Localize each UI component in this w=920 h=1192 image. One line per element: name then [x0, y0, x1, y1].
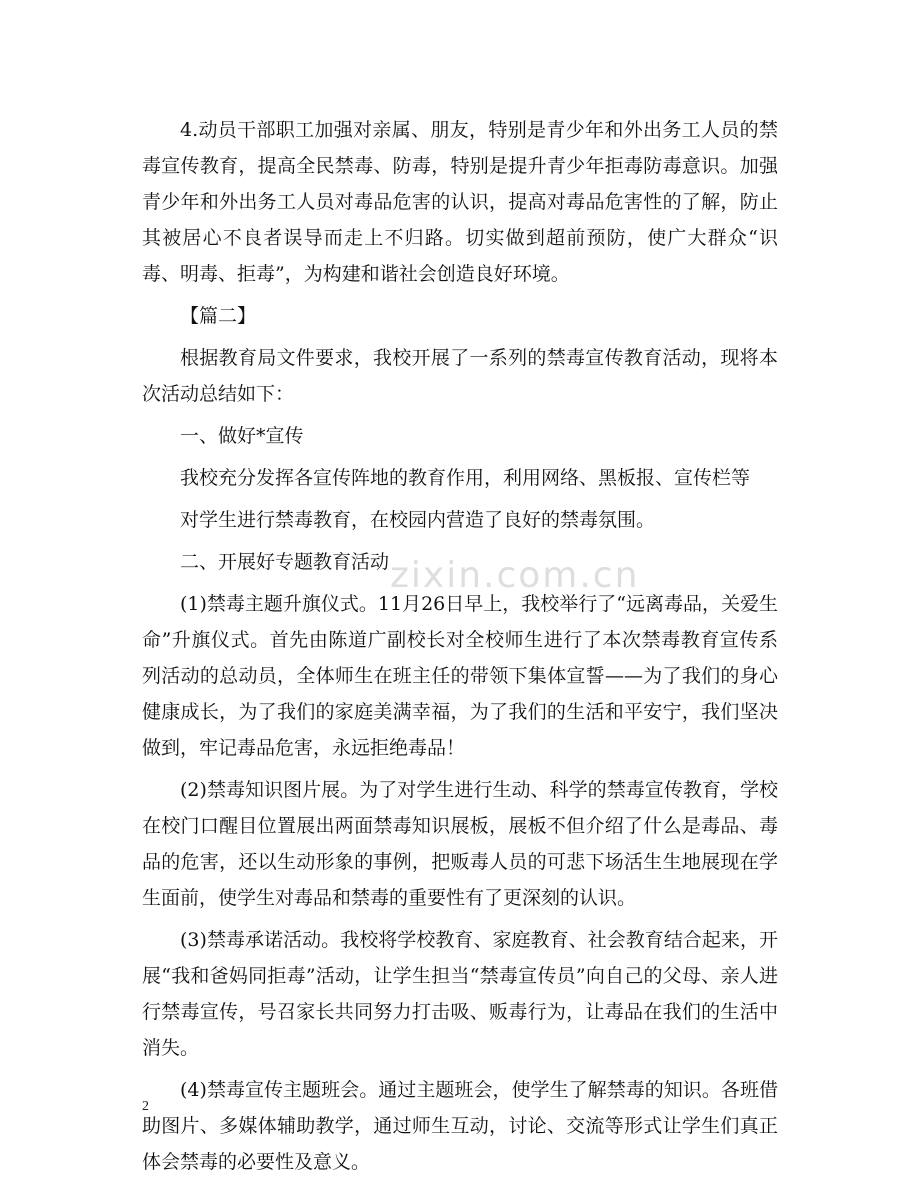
section-heading-1: 一、做好*宣传 — [180, 425, 304, 447]
document-body — [142, 112, 778, 1186]
intro-paragraph: 根据教育局文件要求，我校开展了一系列的禁毒宣传教育活动，现将本次活动总结如下： — [142, 347, 778, 405]
section-heading-part-two: 【篇二】 — [180, 305, 257, 327]
watermark: zixin.com.cn — [390, 555, 640, 596]
paragraph-activity-4: (4)禁毒宣传主题班会。通过主题班会，使学生了解禁毒的知识。各班借助图片、多媒体辅助教学，通过师生互动，讨论、交流等形式让学生们真正体会禁毒的必要性及意义。 — [142, 1079, 778, 1173]
paragraph-item-4: 4.动员干部职工加强对亲属、朋友，特别是青少年和外出务工人员的禁毒宣传教育，提高全民禁毒、防毒，特别是提升青少年拒毒防毒意识。加强青少年和外出务工人员对毒品危害的认识，提高对毒品危害性的了解，防止其被居心不良者误导而走上不归路。切实做到超前预防，使广大群众“识毒、明毒、拒毒”，为构建和谐社会创造良好环境。 — [142, 119, 778, 285]
paragraph-publicity-line-1: 我校充分发挥各宣传阵地的教育作用，利用网络、黑板报、宣传栏等 — [180, 467, 751, 489]
paragraph-activity-2: (2)禁毒知识图片展。为了对学生进行生动、科学的禁毒宣传教育，学校在校门口醒目位置展出两面禁毒知识展板，展板不但介绍了什么是毒品、毒品的危害，还以生动形象的事例，把贩毒人员的可悲下场活生生地展现在学生面前，使学生对毒品和禁毒的重要性有了更深刻的认识。 — [142, 779, 778, 909]
section-heading-2: 二、开展好专题教育活动 — [180, 551, 390, 573]
page-number: 2 — [142, 1099, 149, 1114]
paragraph-publicity-line-2: 对学生进行禁毒教育，在校园内营造了良好的禁毒氛围。 — [180, 509, 656, 531]
paragraph-activity-1: (1)禁毒主题升旗仪式。11月26日早上，我校举行了“远离毒品，关爱生命”升旗仪式。首先由陈道广副校长对全校师生进行了本次禁毒教育宣传系列活动的总动员，全体师生在班主任的带领下集体宣誓——为了我们的身心健康成长，为了我们的家庭美满幸福，为了我们的生活和平安宁，我们坚决做到，牢记毒品危害，永远拒绝毒品！ — [142, 593, 778, 759]
paragraph-activity-3: (3)禁毒承诺活动。我校将学校教育、家庭教育、社会教育结合起来，开展“我和爸妈同拒毒”活动，让学生担当“禁毒宣传员”向自己的父母、亲人进行禁毒宣传，号召家长共同努力打击吸、贩毒行为，让毒品在我们的生活中消失。 — [142, 929, 778, 1059]
